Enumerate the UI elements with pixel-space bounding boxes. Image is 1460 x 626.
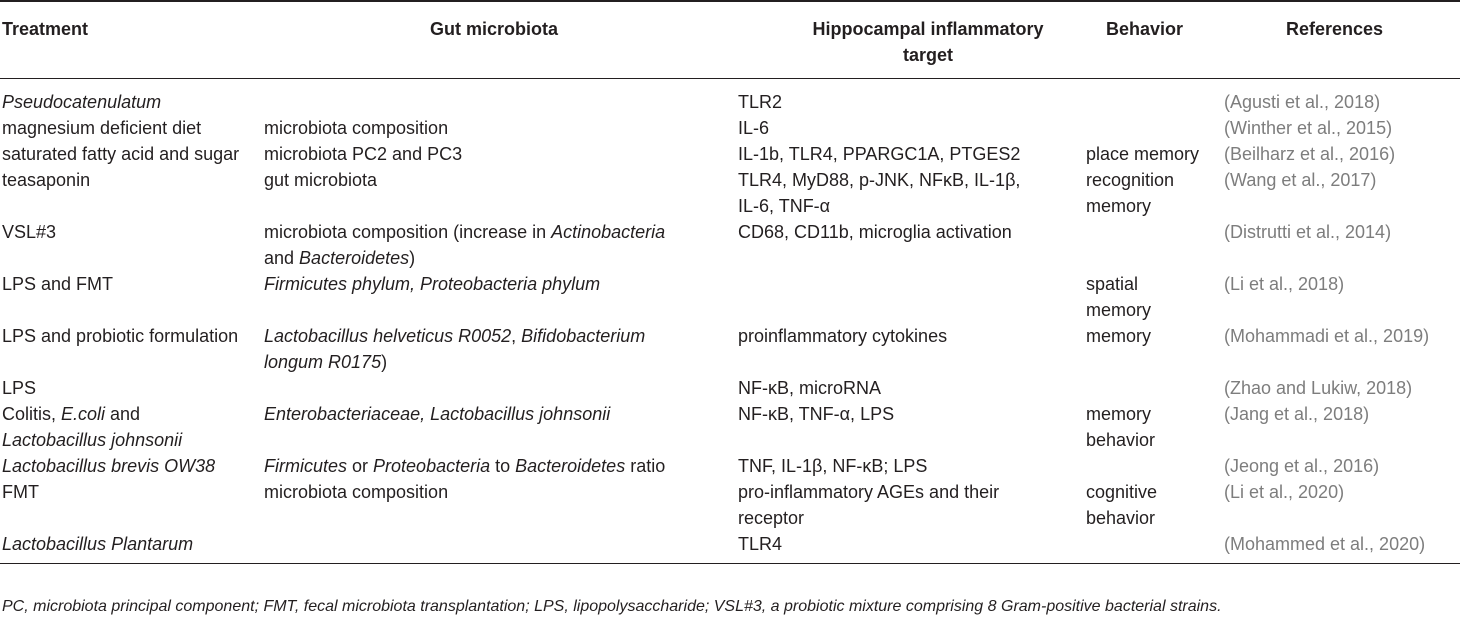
cell-gut — [258, 375, 730, 401]
cell-behavior — [1076, 79, 1224, 116]
header-gut-microbiota: Gut microbiota — [258, 1, 730, 79]
table-body — [0, 79, 1460, 564]
table-row — [0, 271, 1460, 323]
cell-hippo — [730, 271, 1076, 323]
header-row — [0, 1, 1460, 79]
cell-treatment: Lactobacillus Plantarum — [0, 531, 258, 564]
cell-reference: (Jeong et al., 2016) — [1224, 456, 1380, 476]
table-row — [0, 167, 1460, 219]
cell-hippo: IL-6 — [738, 118, 770, 138]
cell-treatment: LPS — [2, 378, 37, 398]
cell-behavior: recognition memory — [1086, 170, 1175, 216]
header-hippo-line1: Hippocampal inflammatory — [812, 19, 1044, 39]
cell-behavior — [1076, 375, 1224, 401]
cell-reference: (Mohammadi et al., 2019) — [1224, 326, 1430, 346]
cell-behavior: cognitive behavior — [1086, 482, 1158, 528]
cell-treatment: VSL#3 — [2, 222, 57, 242]
cell-reference: (Agusti et al., 2018) — [1224, 92, 1381, 112]
cell-behavior: spatial memory — [1086, 274, 1152, 320]
table-row — [0, 141, 1460, 167]
table-row — [0, 531, 1460, 564]
table-header — [0, 1, 1460, 79]
cell-hippo: TLR4 — [730, 531, 1076, 564]
cell-behavior: memory — [1086, 326, 1152, 346]
cell-hippo: NF-κB, TNF-α, LPS — [738, 404, 895, 424]
cell-reference: (Jang et al., 2018) — [1224, 404, 1370, 424]
table-row — [0, 115, 1460, 141]
cell-behavior — [1076, 453, 1224, 479]
header-treatment: Treatment — [0, 1, 258, 79]
cell-behavior — [1076, 219, 1224, 271]
cell-hippo: proinflammatory cytokines — [738, 326, 948, 346]
table-row — [0, 323, 1460, 375]
cell-treatment: Colitis, E.coli and Lactobacillus johnsonii — [2, 404, 183, 450]
cell-treatment: magnesium deficient diet — [2, 118, 202, 138]
table-row — [0, 453, 1460, 479]
table-row — [0, 479, 1460, 531]
table-row — [0, 79, 1460, 116]
cell-hippo: CD68, CD11b, microglia activation — [738, 222, 1012, 242]
cell-treatment: Pseudocatenulatum — [2, 92, 162, 112]
cell-gut: Lactobacillus helveticus R0052, Bifidobacterium longum R0175) — [264, 326, 646, 372]
cell-hippo: IL-1b, TLR4, PPARGC1A, PTGES2 — [738, 144, 1021, 164]
cell-reference: (Zhao and Lukiw, 2018) — [1224, 378, 1413, 398]
table-footnote: PC, microbiota principal component; FMT, fecal microbiota transplantation; LPS, lipopolysaccharide; VSL#3, a probiotic mixture comprising 8 Gram-positive bacterial strains. — [2, 598, 1222, 615]
cell-reference: (Li et al., 2018) — [1224, 274, 1345, 294]
cell-reference: (Winther et al., 2015) — [1224, 118, 1393, 138]
cell-treatment: LPS and FMT — [2, 274, 114, 294]
header-hippo-line2: target — [902, 45, 953, 65]
cell-reference: (Wang et al., 2017) — [1224, 170, 1377, 190]
table-row — [0, 375, 1460, 401]
cell-reference: (Beilharz et al., 2016) — [1224, 144, 1396, 164]
cell-treatment: LPS and probiotic formulation — [2, 326, 239, 346]
cell-gut — [258, 79, 730, 116]
cell-gut: microbiota composition — [264, 118, 449, 138]
cell-reference: (Distrutti et al., 2014) — [1224, 222, 1392, 242]
cell-gut: Firmicutes or Proteobacteria to Bacteroidetes ratio — [264, 456, 666, 476]
cell-hippo: TLR2 — [738, 92, 783, 112]
cell-treatment: teasaponin — [2, 170, 91, 190]
cell-gut: microbiota composition (increase in Actinobacteria and Bacteroidetes) — [264, 222, 666, 268]
cell-treatment: FMT — [2, 482, 39, 502]
cell-hippo: NF-κB, microRNA — [738, 378, 881, 398]
header-hippocampal-target — [730, 1, 1076, 79]
cell-behavior — [1076, 115, 1224, 141]
table-row — [0, 401, 1460, 453]
cell-treatment: saturated fatty acid and sugar — [2, 144, 240, 164]
cell-gut: gut microbiota — [264, 170, 378, 190]
cell-gut: Firmicutes phylum, Proteobacteria phylum — [264, 274, 601, 294]
cell-gut: microbiota composition — [264, 482, 449, 502]
cell-reference: (Li et al., 2020) — [1224, 482, 1345, 502]
header-behavior: Behavior — [1076, 1, 1224, 79]
cell-gut: microbiota PC2 and PC3 — [264, 144, 463, 164]
cell-behavior: memory behavior — [1086, 404, 1156, 450]
cell-hippo: pro-inflammatory AGEs and their receptor — [738, 482, 1000, 528]
cell-behavior — [1076, 531, 1224, 564]
cell-reference: (Mohammed et al., 2020) — [1224, 531, 1460, 564]
cell-gut: Enterobacteriaceae, Lactobacillus johnsonii — [264, 404, 611, 424]
cell-gut — [258, 531, 730, 564]
table-row — [0, 219, 1460, 271]
header-references: References — [1224, 1, 1460, 79]
cell-treatment: Lactobacillus brevis OW38 — [2, 456, 216, 476]
cell-hippo: TLR4, MyD88, p-JNK, NFκB, IL-1β, IL-6, TNF-α — [738, 170, 1021, 216]
cell-hippo: TNF, IL-1β, NF-κB; LPS — [738, 456, 928, 476]
cell-behavior: place memory — [1086, 144, 1200, 164]
